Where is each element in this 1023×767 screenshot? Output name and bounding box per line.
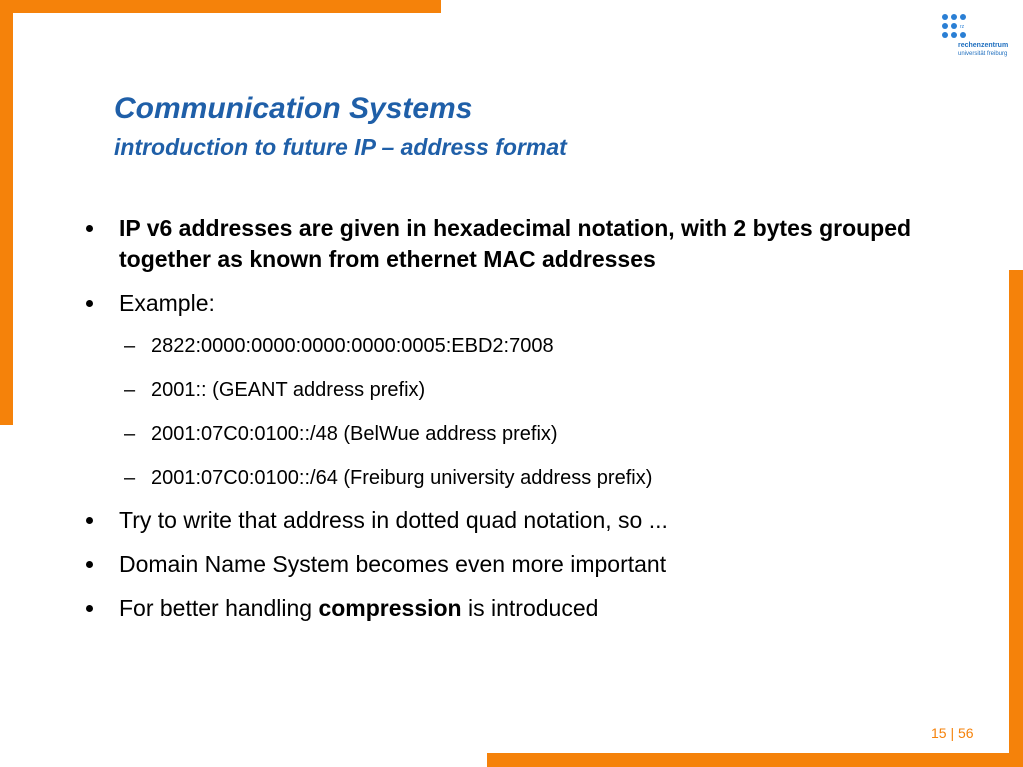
- dash-icon: –: [124, 423, 136, 445]
- bullet-icon: [86, 300, 93, 307]
- sub-item-text: 2001:07C0:0100::/48 (BelWue address prefix): [151, 423, 558, 445]
- bullet-item: [86, 549, 966, 580]
- slide-title: Communication Systems: [114, 92, 473, 125]
- dash-icon: –: [124, 467, 136, 489]
- bullet-emphasis: compression: [318, 595, 462, 621]
- rechenzentrum-logo: [938, 14, 1009, 66]
- bullet-icon: [86, 561, 93, 568]
- logo-university: universität freiburg: [958, 51, 1008, 57]
- logo-abbrev: rz: [960, 24, 965, 30]
- page-number: 15 | 56: [931, 725, 974, 741]
- bullet-text: Example:: [119, 290, 215, 316]
- sub-item: [86, 376, 966, 404]
- dash-icon: –: [124, 379, 136, 401]
- sub-item: [86, 332, 966, 360]
- orange-bar-left: [0, 0, 13, 425]
- sub-item: [86, 464, 966, 492]
- bullet-icon: [86, 225, 93, 232]
- bullet-item: [86, 593, 966, 624]
- sub-item: [86, 420, 966, 448]
- bullet-item: [86, 505, 966, 536]
- bullet-text: Domain Name System becomes even more important: [119, 551, 667, 577]
- logo-name: rechenzentrum: [958, 42, 1009, 49]
- bullet-text-suffix: is introduced: [461, 595, 599, 621]
- bullet-icon: [86, 605, 93, 612]
- bullet-list: [86, 213, 966, 624]
- orange-bar-top: [0, 0, 441, 13]
- sub-item-text: 2001:: (GEANT address prefix): [151, 379, 426, 401]
- bullet-icon: [86, 517, 93, 524]
- bullet-text-prefix: For better handling: [119, 595, 319, 621]
- orange-bar-right: [1009, 270, 1023, 767]
- bullet-text: Try to write that address in dotted quad notation, so ...: [119, 507, 668, 533]
- logo-dots-icon: [940, 14, 970, 44]
- bullet-item: [86, 213, 966, 275]
- dash-icon: –: [124, 335, 136, 357]
- bullet-text: IP v6 addresses are given in hexadecimal notation, with 2 bytes grouped together as known from ethernet MAC addresses: [119, 215, 912, 272]
- slide-subtitle: introduction to future IP – address format: [114, 134, 567, 160]
- sub-item-text: 2822:0000:0000:0000:0000:0005:EBD2:7008: [151, 335, 554, 357]
- sub-item-text: 2001:07C0:0100::/64 (Freiburg university address prefix): [151, 467, 653, 489]
- orange-bar-bottom: [487, 753, 1023, 767]
- bullet-item: [86, 288, 966, 319]
